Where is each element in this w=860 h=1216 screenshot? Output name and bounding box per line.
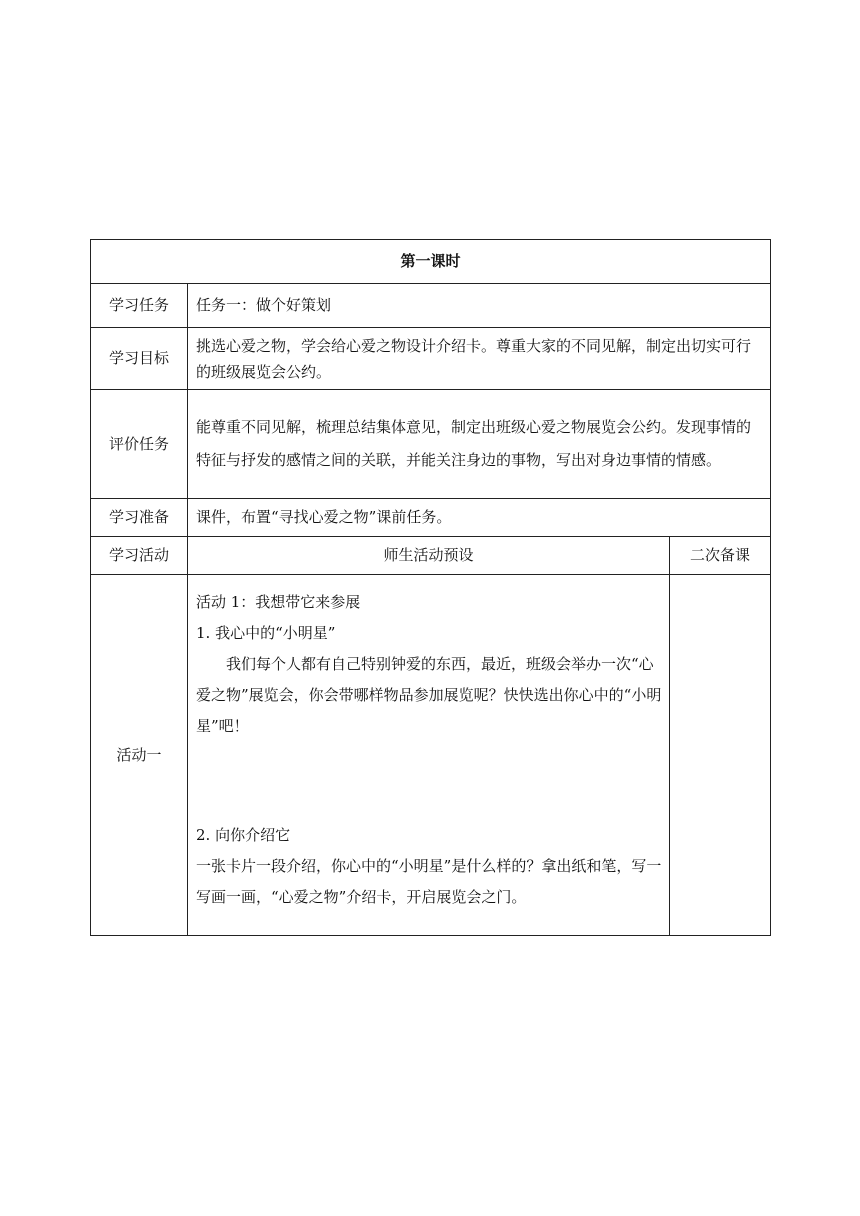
header-activity: 学习活动	[91, 537, 188, 575]
activity-subheading-2: 2. 向你介绍它	[196, 826, 291, 844]
activity-paragraph-2: 一张卡片一段介绍，你心中的“小明星”是什么样的？拿出纸和笔，写一写画一画，“心爱之物”介绍卡，开启展览会之门。	[196, 857, 662, 906]
task-label: 学习任务	[91, 284, 188, 328]
header-second-prep: 二次备课	[670, 537, 771, 575]
title-row	[91, 240, 771, 284]
goal-content: 挑选心爱之物，学会给心爱之物设计介绍卡。尊重大家的不同见解，制定出切实可行的班级展览会公约。	[188, 328, 771, 390]
activity-one-body	[188, 575, 670, 936]
evaluation-label: 评价任务	[91, 390, 188, 499]
activity-subheading-1: 1. 我心中的“小明星”	[196, 624, 336, 642]
preparation-content: 课件，布置“寻找心爱之物”课前任务。	[188, 499, 771, 537]
goal-row	[91, 328, 771, 390]
task-row	[91, 284, 771, 328]
spacer	[196, 742, 663, 820]
lesson-title: 第一课时	[91, 240, 771, 284]
activity-paragraph-1: 我们每个人都有自己特别钟爱的东西，最近，班级会举办一次“心爱之物”展览会，你会带哪样物品参加展览呢？快快选出你心中的“小明星”吧！	[196, 655, 662, 735]
evaluation-row	[91, 390, 771, 499]
activity-header-row	[91, 537, 771, 575]
goal-label: 学习目标	[91, 328, 188, 390]
second-prep-notes	[670, 575, 771, 936]
evaluation-content: 能尊重不同见解，梳理总结集体意见，制定出班级心爱之物展览会公约。发现事情的特征与抒发的感情之间的关联，并能关注身边的事物，写出对身边事情的情感。	[188, 390, 771, 499]
activity-one-row	[91, 575, 771, 936]
lesson-plan-table	[90, 239, 771, 936]
preparation-label: 学习准备	[91, 499, 188, 537]
activity-heading: 活动 1：我想带它来参展	[196, 593, 361, 611]
activity-one-label: 活动一	[91, 575, 188, 936]
header-preset: 师生活动预设	[188, 537, 670, 575]
preparation-row	[91, 499, 771, 537]
task-content: 任务一：做个好策划	[188, 284, 771, 328]
